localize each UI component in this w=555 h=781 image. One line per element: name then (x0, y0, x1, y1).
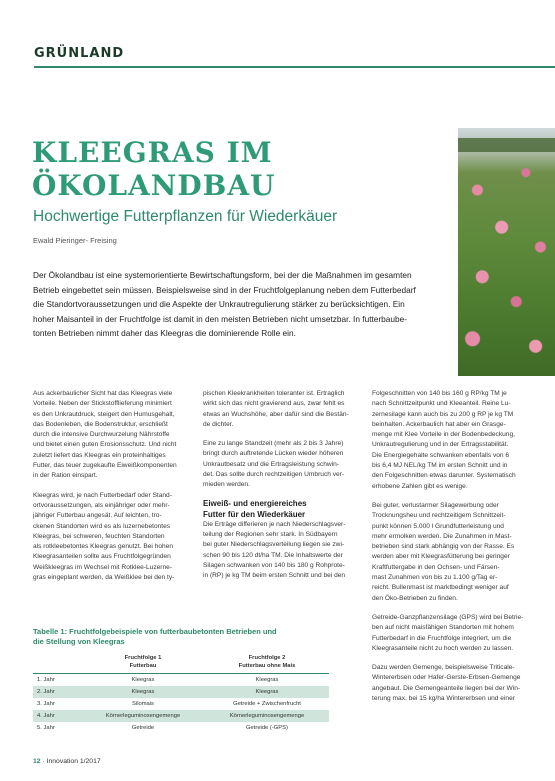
page-number: 12 (33, 758, 41, 765)
text-line: menge mit Klee Vorteile in der Bodenbedeckung, (372, 431, 515, 439)
text-line: Die Erträge differieren je nach Niederschlagsver- (203, 520, 346, 528)
table-cell: 1. Jahr (37, 676, 55, 683)
text-line: punkt können 5.000 l Grundfutterleistung und (372, 522, 504, 530)
text-line: mehr ermolken werden. Die Zunahmen in Mast- (372, 532, 512, 540)
text-line: mieden werden. (203, 481, 250, 489)
subheading: Eiweiß- und energiereiches (203, 498, 307, 508)
table-cell: Körnerleguminosengemenge (81, 710, 205, 722)
table-cell: Silomais (132, 700, 154, 707)
text-line: bei guter Niederschlagsverteilung liegen sie zwi- (203, 541, 345, 549)
text-line: wirkt sich das nicht gravierend aus, zwar fehlt es (203, 400, 345, 408)
text-line: angebaut. Die Gemengeanteile liegen bei der Win- (372, 684, 521, 692)
table-row (33, 698, 329, 710)
text-line: etwas an Wuchshöhe, aber dafür sind die Bestän- (203, 410, 349, 418)
table-cell: Getreide (-GPS) (246, 724, 288, 731)
text-line: bis 6,4 MJ NEL/kg TM im ersten Schnitt und in (372, 462, 508, 470)
article-subtitle: Hochwertige Futterpflanzen für Wiederkäuer (33, 208, 338, 225)
table-cell: Getreide + Zwischenfrucht (233, 700, 301, 707)
text-line: Silagen schwanken von 140 bis 180 g Rohprote- (203, 561, 345, 569)
text-line: Getreide-Ganzpflanzensilage (GPS) wird bei Betrie- (372, 613, 524, 621)
table-header: Fruchtfolge 2 Futterbau ohne Mais (205, 652, 329, 674)
text-column-2 (203, 389, 358, 581)
text-line: Trocknungsheu und rechtzeitigem Schnittzeit- (372, 512, 506, 520)
text-line: in (RP) je kg TM beim ersten Schnitt und bei den (203, 572, 346, 580)
text-line: Futter, das teuer zugekaufte Eiweißkomponenten (33, 462, 177, 470)
text-line: gras eingeplant werden, da Weißklee bei den ty- (33, 574, 175, 582)
text-line: ckenen Standorten wird es als luzernebetontes (33, 522, 171, 530)
text-line: Dazu werden Gemenge, beispielsweise Triticale- (372, 664, 515, 672)
text-line: es den Unkrautdruck, steigert den Humusgehalt, (33, 410, 175, 418)
subheading: Futter für den Wiederkäuer (203, 509, 306, 519)
table-cell: Getreide (131, 724, 155, 731)
text-line: betrieben sind stark abhängig von der Rasse. Es (372, 543, 515, 551)
lead-line: Der Ökolandbau ist eine systemorientierte Bewirtschaftungsform, bei der die Maßnahmen im gesamten (33, 270, 412, 280)
text-line: Weißkleegras im Wechsel mit Rotklee-Luzerne- (33, 563, 173, 571)
table-row (33, 686, 329, 698)
text-line: Unkrautbesatz und die Ertragsleistung schwin- (203, 460, 339, 468)
text-line: in der Ration einspart. (33, 472, 98, 480)
title-line: ÖKOLANDBAU (32, 169, 276, 202)
text-line: werden aber mit Kleegrasfütterung bei geringer (372, 553, 510, 561)
text-column-3 (372, 389, 532, 704)
text-line: zuletzt liefert das Kleegras ein proteinhaltiges (33, 451, 166, 459)
section-rule (34, 66, 555, 68)
table-cell: Kleegras (131, 676, 155, 683)
text-line: und bietet einen guten Erosionsschutz. Und nicht (33, 441, 177, 449)
table-header: Fruchtfolge 1 Futterbau (81, 652, 205, 674)
text-line: Eine zu lange Standzeit (mehr als 2 bis 3 Jahre) (203, 440, 344, 448)
text-line: Vorteile. Neben der Stickstofflieferung minimiert (33, 400, 172, 408)
text-line: Bei guter, verlustarmer Silagewerbung oder (372, 501, 499, 509)
text-line: Unkrautregulierung und in der Ertragsstabilität. (372, 441, 509, 449)
article-title (32, 136, 452, 202)
title-line: KLEEGRAS IM (32, 136, 273, 169)
issue-label: · Innovation 1/2017 (42, 758, 101, 765)
text-line: als rotkleebetontes Kleegras genutzt. Bei hohen (33, 543, 174, 551)
lead-line: die Standortvoraussetzungen und die Aspekte der Unkrautregulierung stärker zu berücksichtigen. Ein (33, 299, 405, 309)
lead-paragraph (33, 268, 443, 341)
text-line: teilung der Regionen sehr stark. In Südbayern (203, 530, 338, 538)
text-line: Aus ackerbaulicher Sicht hat das Kleegras viele (33, 390, 173, 397)
text-line: jähriger Futterbau angesät. Auf leichten, tro- (33, 512, 162, 520)
page-footer (33, 758, 101, 765)
text-line: det. Das sollte durch rechtzeitigen Umbruch ver- (203, 471, 345, 479)
table-cell: Kleegras (255, 676, 279, 683)
table-cell: 4. Jahr (33, 710, 81, 722)
text-line: ben auf nicht maisfähigen Standorten mit hohem (372, 624, 514, 632)
table-cell: 5. Jahr (37, 724, 55, 731)
text-line: Kraftfuttergabe in den Ochsen- und Färsen- (372, 563, 500, 571)
caption-line: Tabelle 1: Fruchtfolgebeispiele von futterbaubetonten Betrieben und (33, 627, 277, 636)
text-line: de dichter. (203, 420, 234, 428)
text-line: Kleegras, bei schweren, feuchten Standorten (33, 532, 165, 540)
text-line: durch die intensive Durchwurzelung Nährstoffe (33, 431, 170, 439)
table-cell: Kleegras (205, 686, 329, 698)
text-line: Futterbedarf in die Fruchtfolge integriert, um die (372, 634, 512, 642)
author-byline: Ewald Pieringer- Freising (33, 236, 117, 245)
text-line: Kleegrasanteile nicht zu hoch werden zu lassen. (372, 644, 514, 652)
text-line: das Bodenleben, die Bodenstruktur, erschließt (33, 420, 168, 428)
lead-line: Betrieb eingebettet sein müssen. Beispielsweise sind in der Fruchtfolgeplanung neben dem Futterbedarf (33, 284, 416, 295)
text-line: beinhalten. Ackerbaulich hat aber ein Grasge- (372, 420, 506, 428)
text-line: erhobene Zahlen gibt es wenige. (372, 482, 468, 490)
table-row (33, 722, 329, 734)
table-cell: 3. Jahr (37, 700, 55, 707)
text-line: ortvoraussetzungen, als einjähriger oder mehr- (33, 501, 170, 509)
caption-line: die Stellung von Kleegras (33, 637, 125, 646)
table-cell: Körnerleguminosengemenge (205, 710, 329, 722)
lead-line: hoher Maisanteil in der Fruchtfolge ist damit in den meisten Betrieben nicht umsetzbar. In futterbaube- (33, 313, 408, 324)
table-row (33, 710, 329, 722)
clover-field-photo (458, 128, 555, 376)
text-column-1 (33, 389, 185, 583)
text-line: pischen Kleekrankheiten toleranter ist. Ertraglich (203, 390, 345, 397)
table-header (33, 652, 81, 674)
text-line: nach Schnittzeitpunkt und Kleeanteil. Reine Lu- (372, 400, 511, 408)
section-label: GRÜNLAND (34, 46, 125, 61)
text-line: den Öko-Betrieben zu finden. (372, 594, 458, 602)
text-line: bringt durch auftretende Lücken wieder höheren (203, 450, 344, 458)
text-line: Kleegras wird, je nach Futterbedarf oder Stand- (33, 491, 172, 499)
lead-line: tonten Betrieben nimmt daher das Kleegras die dominierende Rolle ein. (33, 328, 296, 338)
table-cell: 2. Jahr (33, 686, 81, 698)
table-cell: Kleegras (81, 686, 205, 698)
text-line: terung max. bei 15 kg/ha Wintererbsen und einer (372, 695, 515, 703)
table-header-row (33, 652, 329, 674)
text-line: Die Energiegehalte schwanken ebenfalls von 6 (372, 451, 510, 459)
text-line: mast Zunahmen von bis zu 1.100 g/Tag er- (372, 574, 498, 582)
table-row (33, 674, 329, 686)
crop-rotation-table (33, 652, 329, 734)
text-line: schen 90 bis 120 dt/ha TM. Die Inhaltswerte der (203, 551, 343, 559)
table-caption (33, 627, 323, 647)
text-line: reicht. Bullenmast ist marktbedingt weniger auf (372, 584, 509, 592)
text-line: Folgeschnitten von 140 bis 160 g RP/kg TM je (372, 390, 507, 397)
text-line: Kleegrasanteilen sollte aus Fruchtfolgegründen (33, 553, 171, 561)
text-line: zernesilage kann auch bis zu 200 g RP je kg TM (372, 410, 514, 418)
text-line: Wintererbsen oder Hafer-Gerste-Erbsen-Gemenge (372, 674, 521, 682)
text-line: den Folgeschnitten etwas darunter. Systematisch (372, 472, 516, 480)
